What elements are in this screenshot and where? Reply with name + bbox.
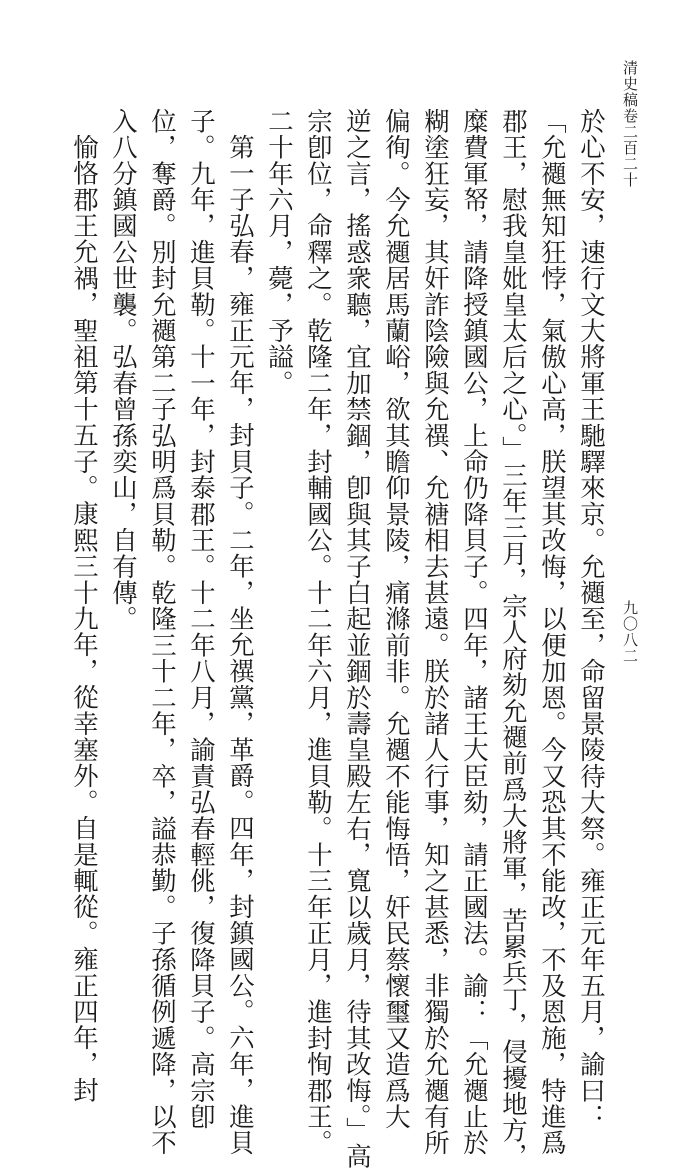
- text-column: 第一子弘春，雍正元年，封貝子。二年，坐允禩黨，革爵。四年，封鎮國公。六年，進貝: [226, 134, 256, 1156]
- page-number: 九〇八二: [621, 600, 639, 664]
- text-column: 宗卽位，命釋之。乾隆二年，封輔國公。十二年六月，進貝勒。十三年正月，進封恂郡王。: [304, 108, 334, 1156]
- text-column: 二十年六月，薨，予謚。: [265, 108, 295, 397]
- text-column: 入八分鎮國公世襲。弘春曾孫奕山，自有傳。: [109, 108, 139, 632]
- text-column: 位，奪爵。別封允禵第二子弘明爲貝勒。乾隆三十二年，卒，謚恭勤。子孫循例遞降，以不: [148, 108, 178, 1156]
- text-column: 偏徇。今允禵居馬蘭峪，欲其瞻仰景陵，痛滌前非。允禵不能悔悟，奸民蔡懷璽又造爲大: [382, 108, 412, 1130]
- text-column: 糜費軍帑，請降授鎮國公，上命仍降貝子。四年，諸王大臣劾，請正國法。諭：「允禵止於: [460, 108, 490, 1156]
- text-column: 逆之言，搖惑衆聽，宜加禁錮，卽與其子白起並錮於壽皇殿左右，寬以歲月，待其改悔。」高: [343, 108, 373, 1170]
- running-title: 清史稿卷二百二十: [621, 60, 639, 188]
- text-column: 愉恪郡王允禑，聖祖第十五子。康熙三十九年，從幸塞外。自是輒從。雍正四年，封: [70, 134, 100, 1104]
- text-column: 於心不安，速行文大將軍王馳驛來京。允禵至，命留景陵待大祭。雍正元年五月，諭曰：: [577, 108, 607, 1130]
- text-column: 郡王，慰我皇妣皇太后之心。」三年三月，宗人府劾允禵前爲大將軍，苦累兵丁，侵擾地方，: [499, 108, 529, 1170]
- text-column: 子。九年，進貝勒。十一年，封泰郡王。十二年八月，諭責弘春輕佻，復降貝子。高宗卽: [187, 108, 217, 1130]
- text-column: 「允禵無知狂悖，氣傲心高，朕望其改悔，以便加恩。今又恐其不能改，不及恩施，特進爲: [538, 108, 568, 1156]
- text-column: 糊塗狂妄，其奸詐陰險與允禩、允禟相去甚遠。朕於諸人行事，知之甚悉，非獨於允禵有所: [421, 108, 451, 1156]
